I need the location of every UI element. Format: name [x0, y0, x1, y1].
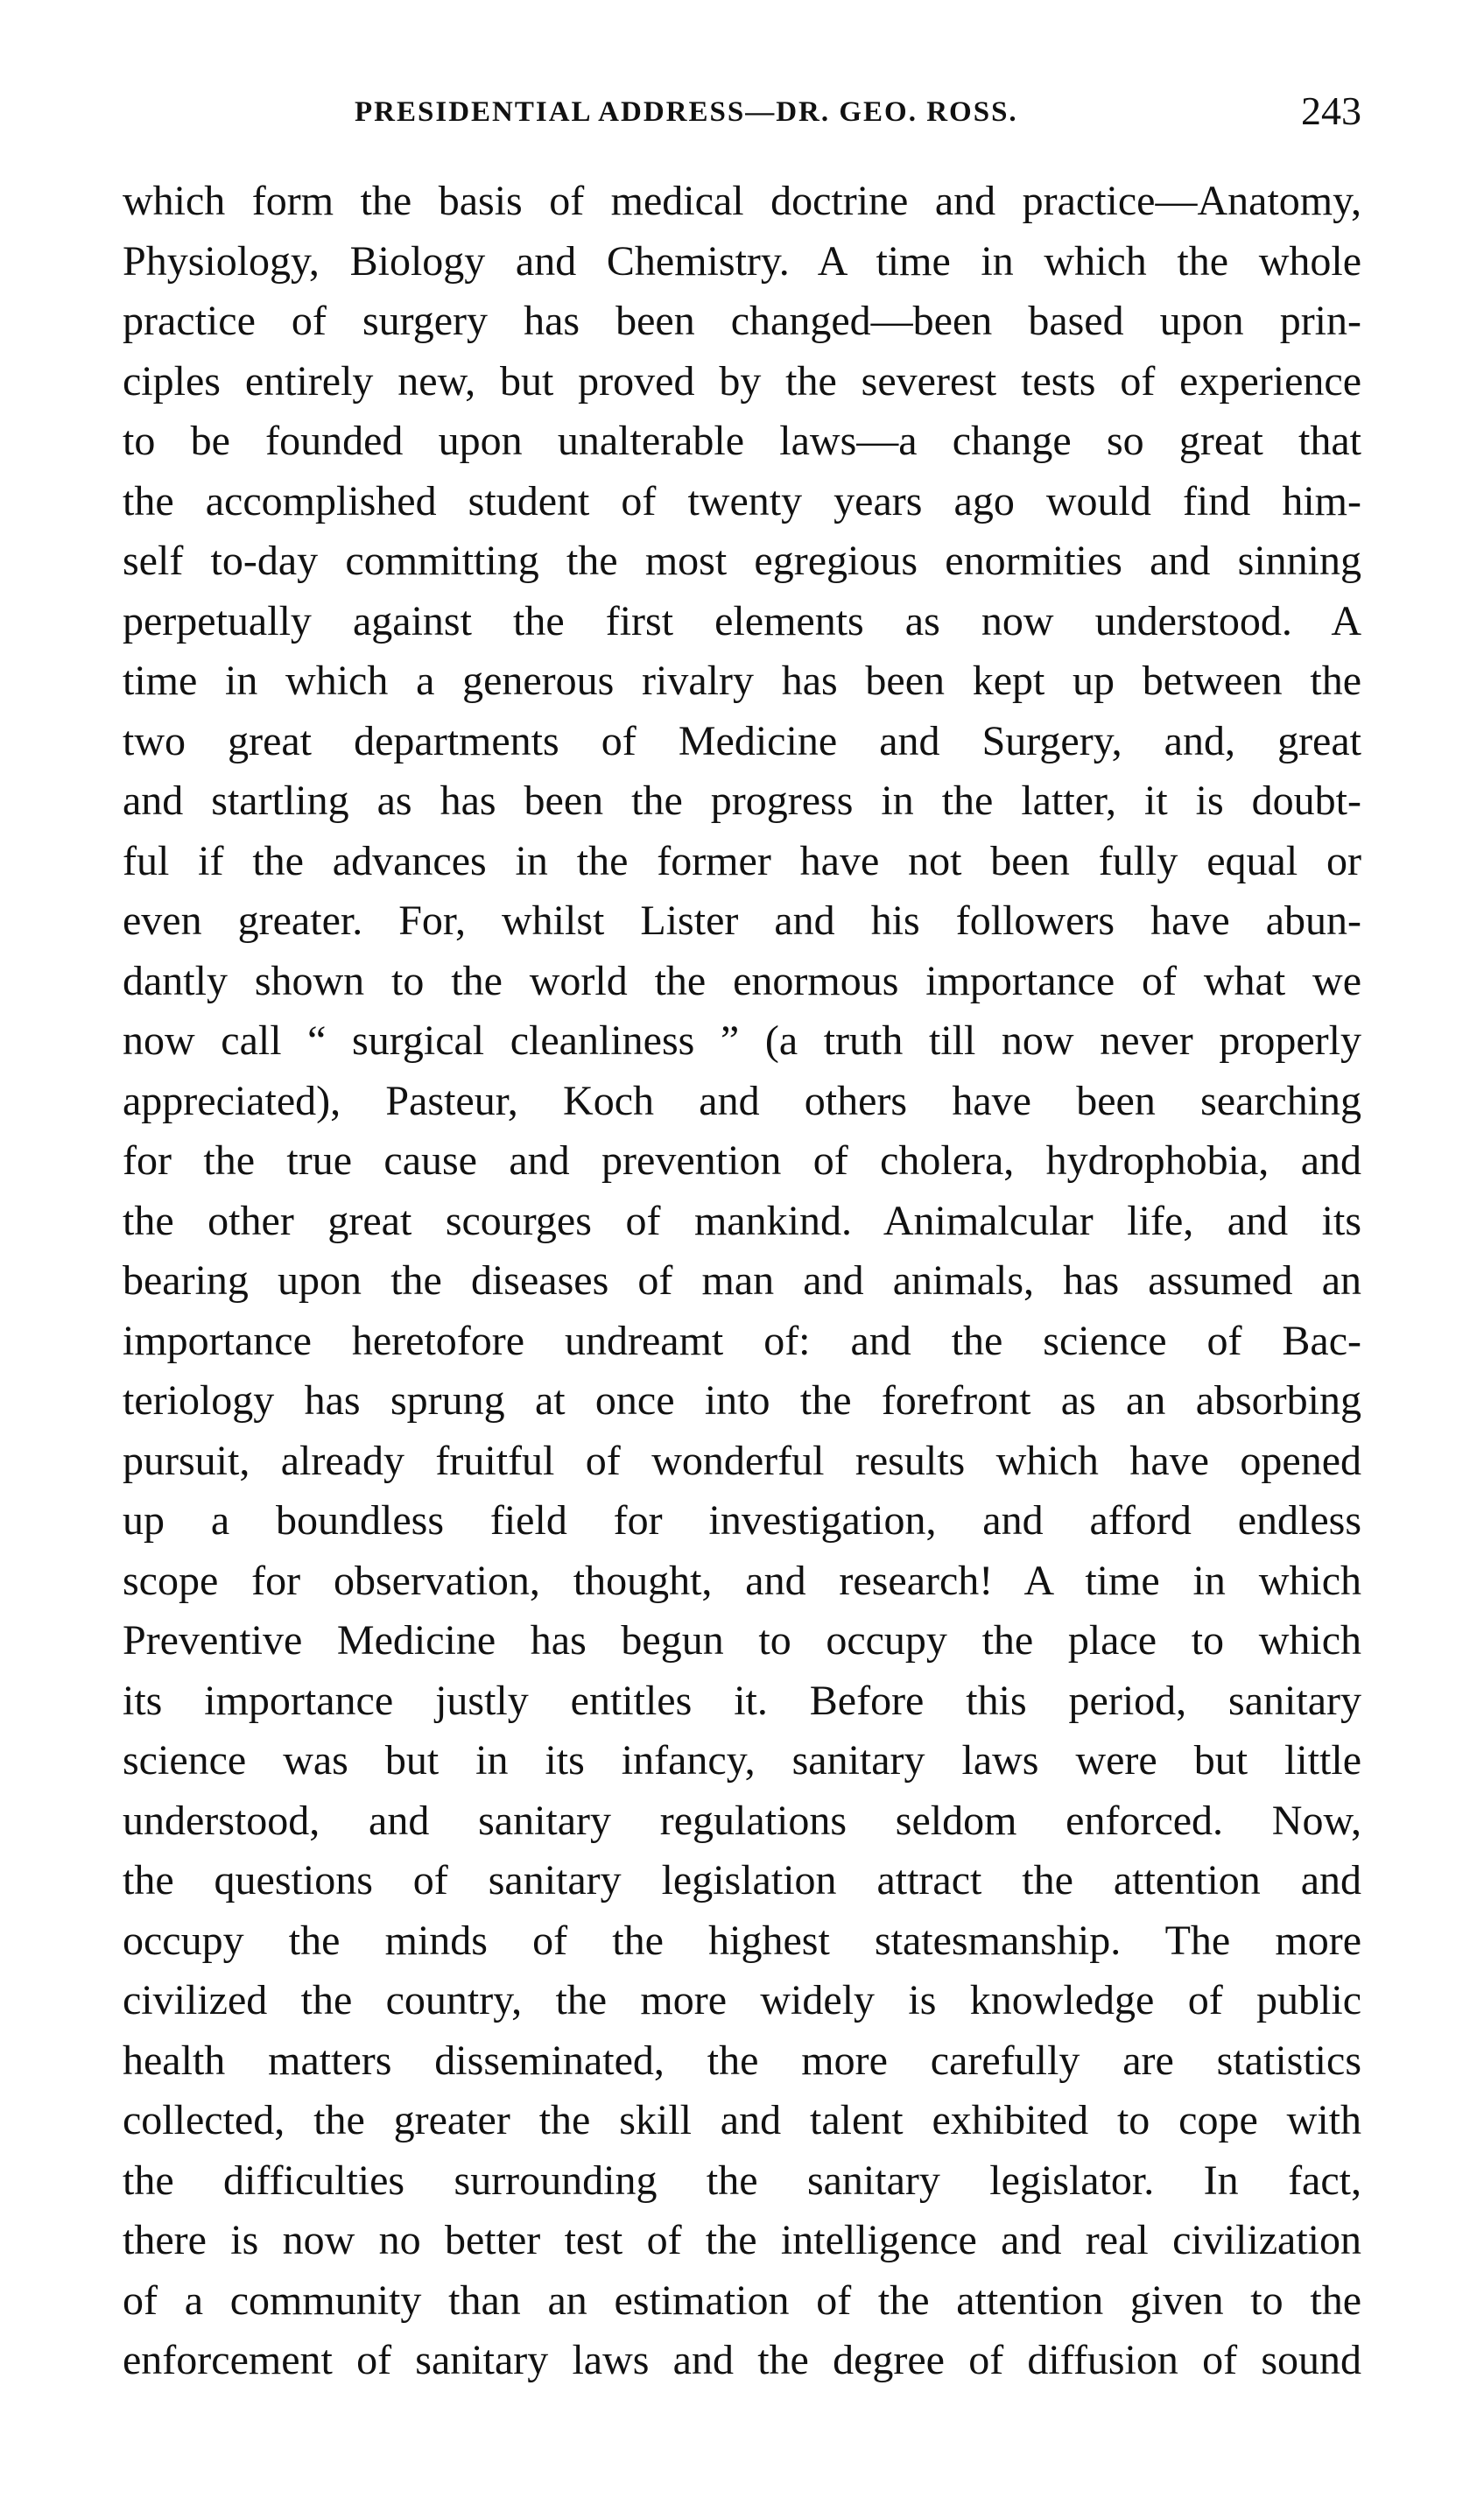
- text-line: of a community than an estimation of the attention given to the: [123, 2276, 1361, 2324]
- text-line: and startling as has been the progress in the latter, it is doubt-: [123, 778, 1361, 824]
- text-line: ciples entirely new, but proved by the severest tests of experience: [123, 357, 1361, 405]
- text-line: importance heretofore undreamt of: and the science of Bac-: [123, 1317, 1361, 1364]
- text-line: its importance justly entitles it. Before this period, sanitary: [123, 1677, 1361, 1724]
- text-line: perpetually against the first elements as now understood. A: [123, 597, 1361, 644]
- text-line: science was but in its infancy, sanitary laws were but little: [123, 1737, 1361, 1784]
- text-line: ful if the advances in the former have not been fully equal or: [123, 837, 1361, 884]
- text-line: understood, and sanitary regulations seldom enforced. Now,: [123, 1797, 1361, 1844]
- text-line: health matters disseminated, the more carefully are statistics: [123, 2037, 1361, 2084]
- text-line: even greater. For, whilst Lister and his followers have abun-: [123, 897, 1361, 944]
- text-line: civilized the country, the more widely is knowledge of public: [123, 1977, 1361, 2023]
- text-line: dantly shown to the world the enormous importance of what we: [123, 957, 1361, 1004]
- text-line: the difficulties surrounding the sanitary legislator. In fact,: [123, 2157, 1361, 2204]
- text-line: there is now no better test of the intelligence and real civilization: [123, 2217, 1361, 2263]
- text-line: the questions of sanitary legislation attract the attention and: [123, 1857, 1361, 1903]
- text-line: the other great scourges of mankind. Animalcular life, and its: [123, 1197, 1361, 1244]
- body-text: [123, 172, 1361, 2391]
- text-line: collected, the greater the skill and talent exhibited to cope with: [123, 2097, 1361, 2143]
- text-line: Preventive Medicine has begun to occupy the place to which: [123, 1617, 1361, 1664]
- text-line: teriology has sprung at once into the forefront as an absorbing: [123, 1377, 1361, 1424]
- running-title: PRESIDENTIAL ADDRESS—DR. GEO. ROSS.: [355, 96, 1018, 128]
- text-line: up a boundless field for investigation, and afford endless: [123, 1497, 1361, 1544]
- text-line: practice of surgery has been changed—been based upon prin-: [123, 298, 1361, 344]
- text-line: to be founded upon unalterable laws—a change so great that: [123, 418, 1361, 464]
- text-line: pursuit, already fruitful of wonderful results which have opened: [123, 1437, 1361, 1484]
- page-number: 243: [1301, 88, 1361, 133]
- text-line: time in which a generous rivalry has been kept up between the: [123, 658, 1361, 704]
- text-line: scope for observation, thought, and research! A time in which: [123, 1557, 1361, 1604]
- text-line: the accomplished student of twenty years ago would find him-: [123, 477, 1361, 524]
- text-line: now call “ surgical cleanliness ” (a truth till now never properly: [123, 1017, 1361, 1064]
- text-line: two great departments of Medicine and Surgery, and, great: [123, 717, 1361, 764]
- text-line: occupy the minds of the highest statesmanship. The more: [123, 1917, 1361, 1964]
- running-head: [123, 88, 1361, 140]
- text-line: enforcement of sanitary laws and the degree of diffusion of sound: [123, 2337, 1361, 2383]
- text-line: bearing upon the diseases of man and animals, has assumed an: [123, 1257, 1361, 1304]
- text-line: for the true cause and prevention of cholera, hydrophobia, and: [123, 1137, 1361, 1184]
- text-line: which form the basis of medical doctrine and practice—Anatomy,: [123, 178, 1361, 224]
- text-line: Physiology, Biology and Chemistry. A time in which the whole: [123, 237, 1361, 285]
- text-line: self to-day committing the most egregious enormities and sinning: [123, 538, 1361, 584]
- text-line: appreciated), Pasteur, Koch and others have been searching: [123, 1077, 1361, 1124]
